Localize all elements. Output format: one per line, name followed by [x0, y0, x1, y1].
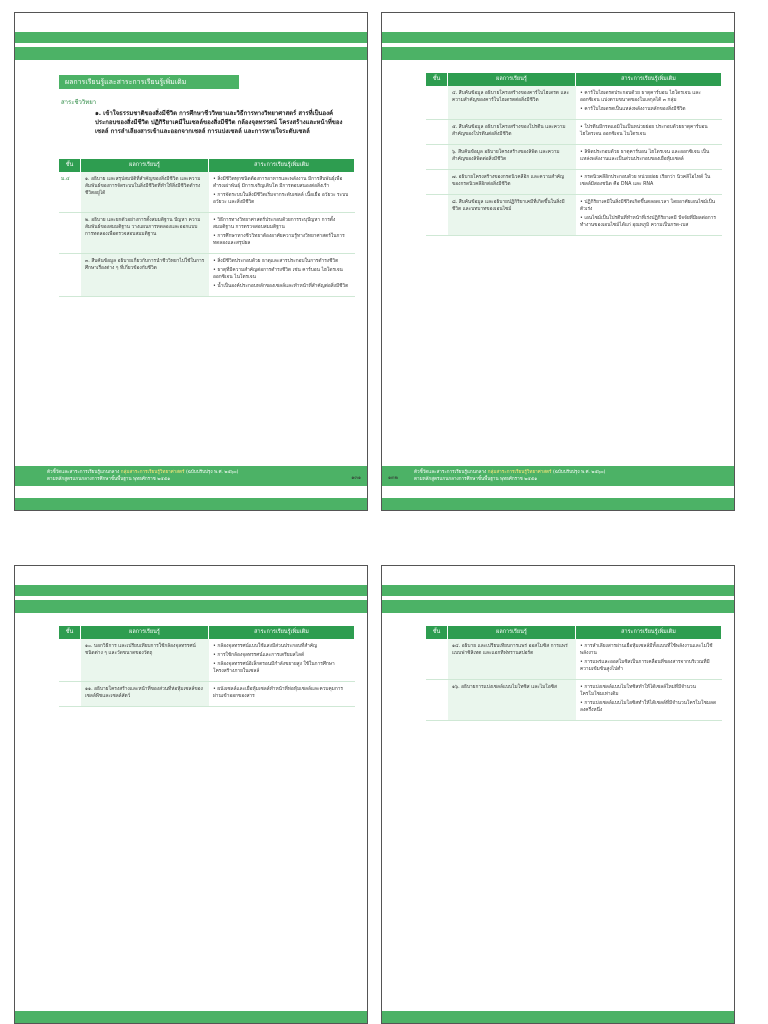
table-row [59, 213, 355, 254]
footer-prefix: ตัวชี้วัดและสาระการเรียนรู้แกนกลาง [47, 470, 120, 475]
bottom-bar [15, 1011, 367, 1023]
header-content: สาระการเรียนรู้เพิ่มเติม [209, 159, 355, 172]
header-outcomes: ผลการเรียนรู้ [448, 73, 576, 86]
table-header [426, 73, 722, 86]
header-bar [382, 32, 734, 43]
content-cell [576, 195, 722, 235]
header-bar [15, 600, 367, 613]
content-cell [209, 639, 355, 681]
content-bullet: • กล้องจุลทรรศน์แบบใช้แสงมีส่วนประกอบที่สำคัญ [213, 644, 318, 649]
outcome-cell: ๑๖. อธิบายการแบ่งเซลล์แบบไมโทซิส และไมโอซิส [448, 680, 576, 720]
content-bullet: • การแพร่และออสโมซิสเป็นการเคลื่อนที่ของสารจากบริเวณที่มีความเข้มข้นสูงไปต่ำ [580, 660, 710, 672]
grade-cell [426, 145, 448, 169]
bottom-bar [382, 1011, 734, 1023]
footer-line-2: ตามหลักสูตรแกนกลางการศึกษาขั้นพื้นฐาน พุทธศักราช ๒๕๕๑ [414, 477, 538, 482]
subject-label: สาระชีววิทยา [61, 99, 97, 106]
outcomes-table [59, 159, 355, 297]
table-row [426, 170, 722, 195]
outcomes-table [426, 73, 722, 236]
header-bar [15, 32, 367, 43]
content-bullet: • โปรตีนมีกรดแอมิโนเป็นหน่วยย่อย ประกอบด้วยธาตุคาร์บอน ไฮโดรเจน ออกซิเจน ไนโตรเจน [580, 125, 708, 137]
header-outcomes: ผลการเรียนรู้ [81, 626, 209, 639]
document-page-2 [381, 12, 735, 511]
bottom-bar [15, 498, 367, 510]
content-bullet: • การจัดระบบในสิ่งมีชีวิตเริ่มจากระดับเซลล์ เนื้อเยื่อ อวัยวะ ระบบอวัยวะ และสิ่งมีชีวิต [213, 193, 349, 205]
content-bullet: • กรดนิวคลีอิกประกอบด้วย หน่วยย่อย เรียกว่า นิวคลีโอไทด์ ในเซลล์มีสองชนิด คือ DNA และ RNA [580, 175, 711, 187]
page-footer [382, 466, 734, 486]
content-cell [576, 145, 722, 169]
table-row [426, 145, 722, 170]
outcome-cell: ๑. อธิบาย และสรุปสมบัติที่สำคัญของสิ่งมีชีวิต และความสัมพันธ์ของการจัดระบบในสิ่งมีชีวิตที่ทำให้สิ่งมีชีวิตดำรงชีวิตอยู่ได้ [81, 172, 209, 212]
table-row [59, 172, 355, 213]
content-bullet: • การแบ่งเซลล์แบบไมโอซิสทำให้ได้เซลล์ที่มีจำนวนโครโมโซมลดลงครึ่งหนึ่ง [580, 701, 717, 713]
content-cell [576, 120, 722, 144]
header-grade: ชั้น [59, 159, 81, 172]
outcome-cell: ๗. อธิบายโครงสร้างของกรดนิวคลีอิก และความสำคัญของกรดนิวคลีอิกต่อสิ่งมีชีวิต [448, 170, 576, 194]
content-bullet: • ผนังเซลล์และเยื่อหุ้มเซลล์ทำหน้าที่ห่อหุ้มเซลล์และควบคุมการผ่านเข้าออกของสาร [213, 687, 343, 699]
header-grade: ชั้น [426, 626, 448, 639]
header-content: สาระการเรียนรู้เพิ่มเติม [576, 626, 722, 639]
page-number: ๑๓๒ [388, 475, 398, 481]
content-bullet: • การลำเลียงสารผ่านเยื่อหุ้มเซลล์มีทั้งแบบที่ใช้พลังงานและไม่ใช้พลังงาน [580, 644, 713, 656]
content-bullet: • ลิพิดประกอบด้วย ธาตุคาร์บอน ไฮโดรเจน และออกซิเจน เป็นแหล่งพลังงานและเป็นส่วนประกอบของเยื่อหุ้มเซลล์ [580, 150, 710, 162]
table-row [59, 682, 355, 707]
content-bullet: • การใช้กล้องจุลทรรศน์และการเตรียมสไลด์ [213, 653, 305, 658]
grade-cell [426, 680, 448, 720]
grade-cell [426, 86, 448, 119]
page-footer [15, 466, 367, 486]
document-page-1 [14, 12, 368, 511]
content-cell [209, 172, 355, 212]
outcome-cell: ๑๑. อธิบายโครงสร้างและหน้าที่ของส่วนที่ห่อหุ้มเซลล์ของเซลล์พืชและเซลล์สัตว์ [81, 682, 209, 706]
footer-highlight: กลุ่มสาระการเรียนรู้วิทยาศาสตร์ [120, 470, 185, 475]
grade-cell [59, 682, 81, 706]
grade-cell [59, 254, 81, 296]
header-bar [382, 47, 734, 60]
outcome-cell: ๘. สืบค้นข้อมูล และอธิบายปฏิกิริยาเคมีที่เกิดขึ้นในสิ่งมีชีวิต และบทบาทของเอนไซม์ [448, 195, 576, 235]
content-cell [209, 254, 355, 296]
header-bar [382, 600, 734, 613]
header-grade: ชั้น [426, 73, 448, 86]
table-row [59, 639, 355, 682]
table-row [426, 680, 722, 721]
content-cell [209, 682, 355, 706]
content-bullet: • ธาตุที่มีความสำคัญต่อการดำรงชีวิต เช่น คาร์บอน ไฮโดรเจน ออกซิเจน ไนโตรเจน [213, 268, 343, 280]
table-row [426, 195, 722, 236]
table-header [426, 626, 722, 639]
outcome-cell: ๕. สืบค้นข้อมูล อธิบายโครงสร้างของโปรตีน และความสำคัญของโปรตีนต่อสิ่งมีชีวิต [448, 120, 576, 144]
content-bullet: • คาร์โบไฮเดรตเป็นแหล่งพลังงานหลักของสิ่งมีชีวิต [580, 107, 686, 112]
content-cell [576, 170, 722, 194]
bottom-bar [382, 498, 734, 510]
content-bullet: • คาร์โบไฮเดรตประกอบด้วย ธาตุคาร์บอน ไฮโดรเจน และออกซิเจน แบ่งตามขนาดของโมเลกุลได้ ๓ กลุ่ม [580, 91, 701, 103]
content-cell [209, 213, 355, 253]
grade-cell [59, 639, 81, 681]
content-bullet: • สิ่งมีชีวิตทุกชนิดต้องการอาหารและพลังงาน มีการสืบพันธุ์เพื่อดำรงเผ่าพันธุ์ มีการเจริญเติบโต มีการตอบสนองต่อสิ่งเร้า [213, 177, 343, 189]
content-bullet: • วิธีการทางวิทยาศาสตร์ประกอบด้วยการระบุปัญหา การตั้งสมมติฐาน การตรวจสอบสมมติฐาน [213, 218, 336, 230]
outcome-cell: ๓. สืบค้นข้อมูล อธิบายเกี่ยวกับการนำชีววิทยาไปใช้ในการศึกษาเรื่องต่าง ๆ ที่เกี่ยวข้องกับชีวิต [81, 254, 209, 296]
content-bullet: • น้ำเป็นองค์ประกอบหลักของเซลล์และทำหน้าที่สำคัญต่อสิ่งมีชีวิต [213, 284, 349, 289]
table-header [59, 626, 355, 639]
document-page-3 [14, 565, 368, 1024]
outcome-cell: ๑๐. บอกวิธีการ และเปรียบเทียบการใช้กล้องจุลทรรศน์ชนิดต่าง ๆ และวัดขนาดของวัตถุ [81, 639, 209, 681]
footer-prefix: ตัวชี้วัดและสาระการเรียนรู้แกนกลาง [414, 470, 487, 475]
learning-standard: ๑. เข้าใจธรรมชาติของสิ่งมีชีวิต การศึกษาชีววิทยาและวิธีการทางวิทยาศาสตร์ สารที่เป็นองค์ประกอบของสิ่งมีชีวิต ปฏิกิริยาเคมีในเซลล์ของสิ่งมีชีวิต กล้องจุลทรรศน์ โครงสร้างและหน้าที่ของเซลล์ การลำเลียงสารเข้าและออกจากเซลล์ การแบ่งเซลล์ และการหายใจระดับเซลล์ [95, 110, 343, 135]
footer-suffix: (ฉบับปรับปรุง พ.ศ. ๒๕๖๐) [185, 470, 239, 475]
document-page-4 [381, 565, 735, 1024]
grade-cell: ม.๔ [61, 176, 70, 182]
grade-cell [426, 639, 448, 679]
grade-cell [426, 120, 448, 144]
outcomes-table [426, 626, 722, 721]
header-bar [15, 47, 367, 60]
outcome-cell: ๑๔. อธิบาย และเปรียบเทียบการแพร่ ออสโมซิส การแพร่แบบฟาซิลิเทต และแอกทีฟทรานสปอร์ต [448, 639, 576, 679]
footer-highlight: กลุ่มสาระการเรียนรู้วิทยาศาสตร์ [487, 470, 552, 475]
outcome-cell: ๔. สืบค้นข้อมูล อธิบายโครงสร้างของคาร์โบไฮเดรต และความสำคัญของคาร์โบไฮเดรตต่อสิ่งมีชีวิต [448, 86, 576, 119]
header-grade: ชั้น [59, 626, 81, 639]
content-cell [576, 86, 722, 119]
header-outcomes: ผลการเรียนรู้ [448, 626, 576, 639]
grade-cell [426, 195, 448, 235]
header-bar [15, 585, 367, 596]
content-bullet: • เอนไซม์เป็นโปรตีนที่ทำหน้าที่เร่งปฏิกิริยาเคมี ปัจจัยที่มีผลต่อการทำงานของเอนไซม์ได้แก่ อุณหภูมิ ความเป็นกรด-เบส [580, 216, 716, 228]
content-bullet: • ปฏิกิริยาเคมีในสิ่งมีชีวิตเกิดขึ้นตลอดเวลา โดยอาศัยเอนไซม์เป็นตัวเร่ง [580, 200, 716, 212]
outcome-cell: ๖. สืบค้นข้อมูล อธิบายโครงสร้างของลิพิด และความสำคัญของลิพิดต่อสิ่งมีชีวิต [448, 145, 576, 169]
header-outcomes: ผลการเรียนรู้ [81, 159, 209, 172]
outcomes-table [59, 626, 355, 707]
header-content: สาระการเรียนรู้เพิ่มเติม [576, 73, 722, 86]
header-bar [382, 585, 734, 596]
footer-suffix: (ฉบับปรับปรุง พ.ศ. ๒๕๖๐) [552, 470, 606, 475]
content-bullet: • การศึกษาทางชีววิทยาต้องอาศัยความรู้ทางวิทยาศาสตร์ในการทดลองและสรุปผล [213, 234, 345, 246]
content-cell [576, 680, 722, 720]
grade-cell [59, 213, 81, 253]
footer-line-2: ตามหลักสูตรแกนกลางการศึกษาขั้นพื้นฐาน พุทธศักราช ๒๕๕๑ [47, 477, 171, 482]
table-row [426, 120, 722, 145]
table-row [426, 639, 722, 680]
table-header [59, 159, 355, 172]
table-row [426, 86, 722, 120]
content-cell [576, 639, 722, 679]
grade-cell [426, 170, 448, 194]
section-title: ผลการเรียนรู้และสาระการเรียนรู้เพิ่มเติม [59, 75, 239, 89]
table-row [59, 254, 355, 297]
content-bullet: • การแบ่งเซลล์แบบไมโทซิสทำให้ได้เซลล์ใหม่ที่มีจำนวนโครโมโซมเท่าเดิม [580, 685, 696, 697]
content-bullet: • กล้องจุลทรรศน์อิเล็กตรอนมีกำลังขยายสูง ใช้ในการศึกษาโครงสร้างภายในเซลล์ [213, 662, 335, 674]
header-content: สาระการเรียนรู้เพิ่มเติม [209, 626, 355, 639]
page-number: ๑๓๑ [351, 475, 361, 481]
content-bullet: • สิ่งมีชีวิตประกอบด้วย ธาตุและสารประกอบในการดำรงชีวิต [213, 259, 339, 264]
outcome-cell: ๒. อธิบาย และยกตัวอย่างการตั้งสมมติฐาน ปัญหา ความสัมพันธ์ของสมมติฐาน วางแผนการทดลองและออกแบบการทดลองเพื่อตรวจสอบสมมติฐาน [81, 213, 209, 253]
